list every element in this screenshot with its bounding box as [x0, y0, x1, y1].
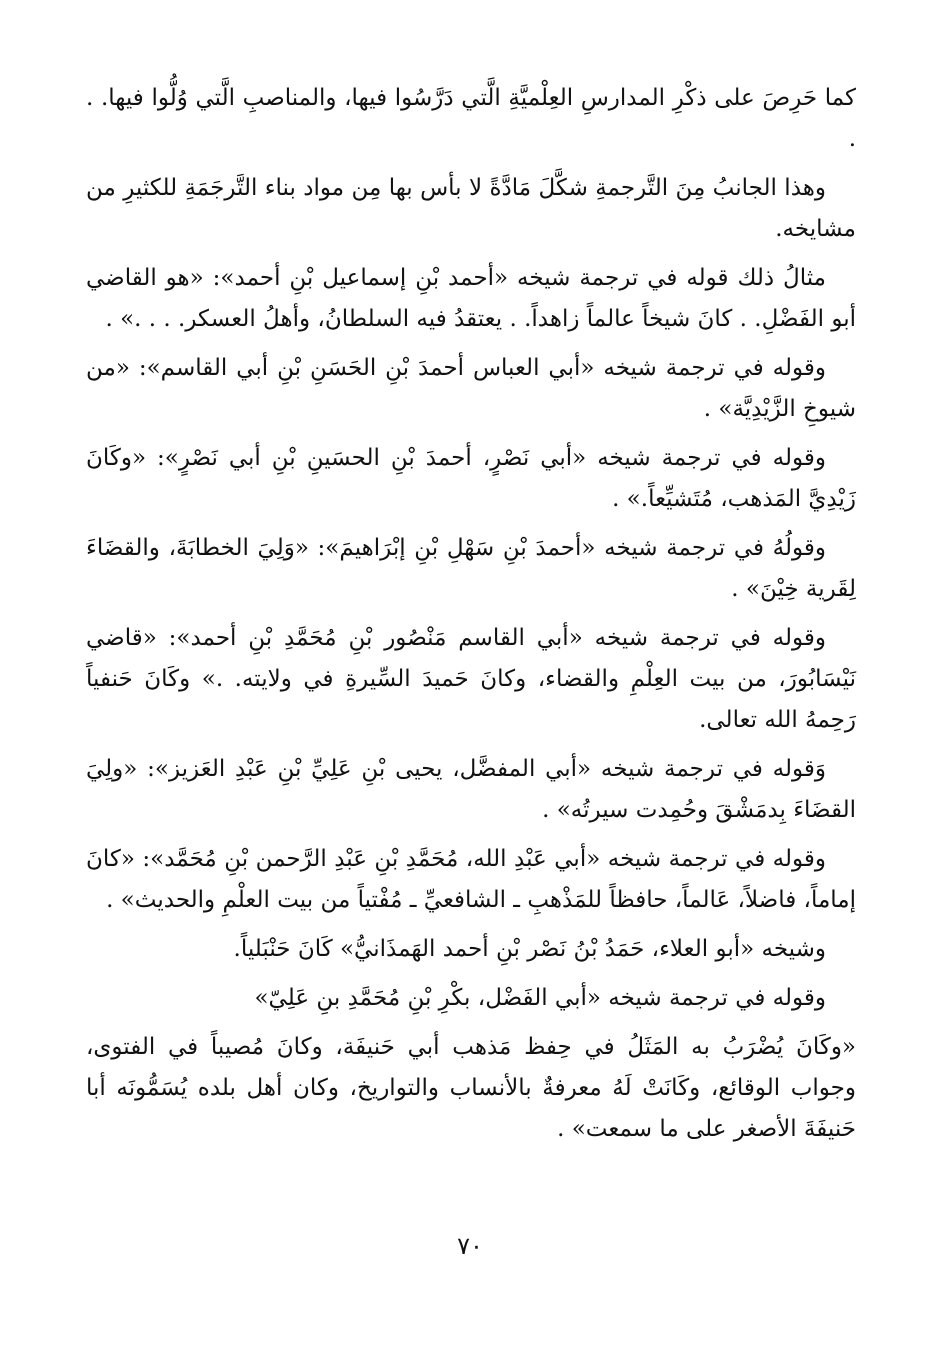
paragraph: وقوله في ترجمة شيخه «أبي عَبْدِ الله، مُحَمَّدِ بْنِ عَبْدِ الرَّحمن بْنِ مُحَمَّد»: «كانَ إماماً، فاضلاً، عَالماً، حافظاً للمَذْهبِ ـ الشافعيِّ ـ مُفْتياً من بيت العلْمِ والحديث» . [86, 846, 856, 913]
paragraph: وَقوله في ترجمة شيخه «أبي المفضَّل، يحيى بْنِ عَلِيِّ بْنِ عَبْدِ العَزيز»: «ولِيَ القضَاءَ بِدمَشْقَ وحُمِدت سيرتُه» . [86, 756, 856, 823]
paragraph: وقوله في ترجمة شيخه «أبي نَصْرٍ، أحمدَ بْنِ الحسَينِ بْنِ أبي نَصْرٍ»: «وكَانَ زَيْدِيَّ المَذهب، مُتَشيِّعاً.» . [86, 445, 856, 512]
paragraph: وقوله في ترجمة شيخه «أبي القاسم مَنْصُور بْنِ مُحَمَّدِ بْنِ أحمد»: «قاضي نَيْسَابُورَ، من بيت العِلْمِ والقضاء، وكانَ حَميدَ السِّيرةِ في ولايته. .» وكَانَ حَنفياً رَحِمهُ الله تعالى. [86, 625, 856, 733]
body-text [86, 78, 856, 1158]
paragraph: وشيخه «أبو العلاء، حَمَدُ بْنُ نَصْر بْنِ أحمد الهَمذَانيُّ» كَانَ حَنْبَلياً. [233, 936, 826, 962]
paragraph: مثالُ ذلك قوله في ترجمة شيخه «أحمد بْنِ إسماعيل بْنِ أحمد»: «هو القاضي أبو الفَضْلِ. . كانَ شيخاً عالماً زاهداً. . يعتقدُ فيه السلطانُ، وأهلُ العسكر. . . .» . [86, 265, 856, 332]
paragraph: «وكَانَ يُضْرَبُ به المَثَلُ في حِفظ مَذهب أبي حَنيفَة، وكانَ مُصيباً في الفتوى، وجواب الوقائع، وكَانَتْ لَهُ معرفةٌ بالأنساب والتواريخ، وكان أهل بلده يُسَمُّونَه أبا حَنيفَةَ الأصغر على ما سمعت» . [86, 1034, 856, 1142]
paragraph: كما حَرِصَ على ذكْرِ المدارسِ العِلْميَّةِ الَّتي دَرَّسُوا فيها، والمناصبِ الَّتي وُلُّوا فيها. . . [86, 85, 856, 152]
paragraph: وقوله في ترجمة شيخه «أبي الفَضْل، بكْرِ بْنِ مُحَمَّدِ بنِ عَلِيّ» [254, 985, 826, 1011]
paragraph: وقوله في ترجمة شيخه «أبي العباس أحمدَ بْنِ الحَسَنِ بْنِ أبي القاسم»: «من شيوخِ الزَّيْدِيَّة» . [86, 355, 856, 422]
page-number: ٧٠ [457, 1232, 483, 1260]
paragraph: وقولُهُ في ترجمة شيخه «أحمدَ بْنِ سَهْلِ بْنِ إبْرَاهيمَ»: «وَلِيَ الخطابَةَ، والقضَاءَ لِقَرية خِيْنَ» . [86, 535, 856, 602]
paragraph: وهذا الجانبُ مِنَ التَّرجمةِ شكَّلَ مَادَّةً لا بأس بها مِن مواد بناء التَّرجَمَةِ للكثيرِ من مشايخه. [86, 175, 856, 242]
